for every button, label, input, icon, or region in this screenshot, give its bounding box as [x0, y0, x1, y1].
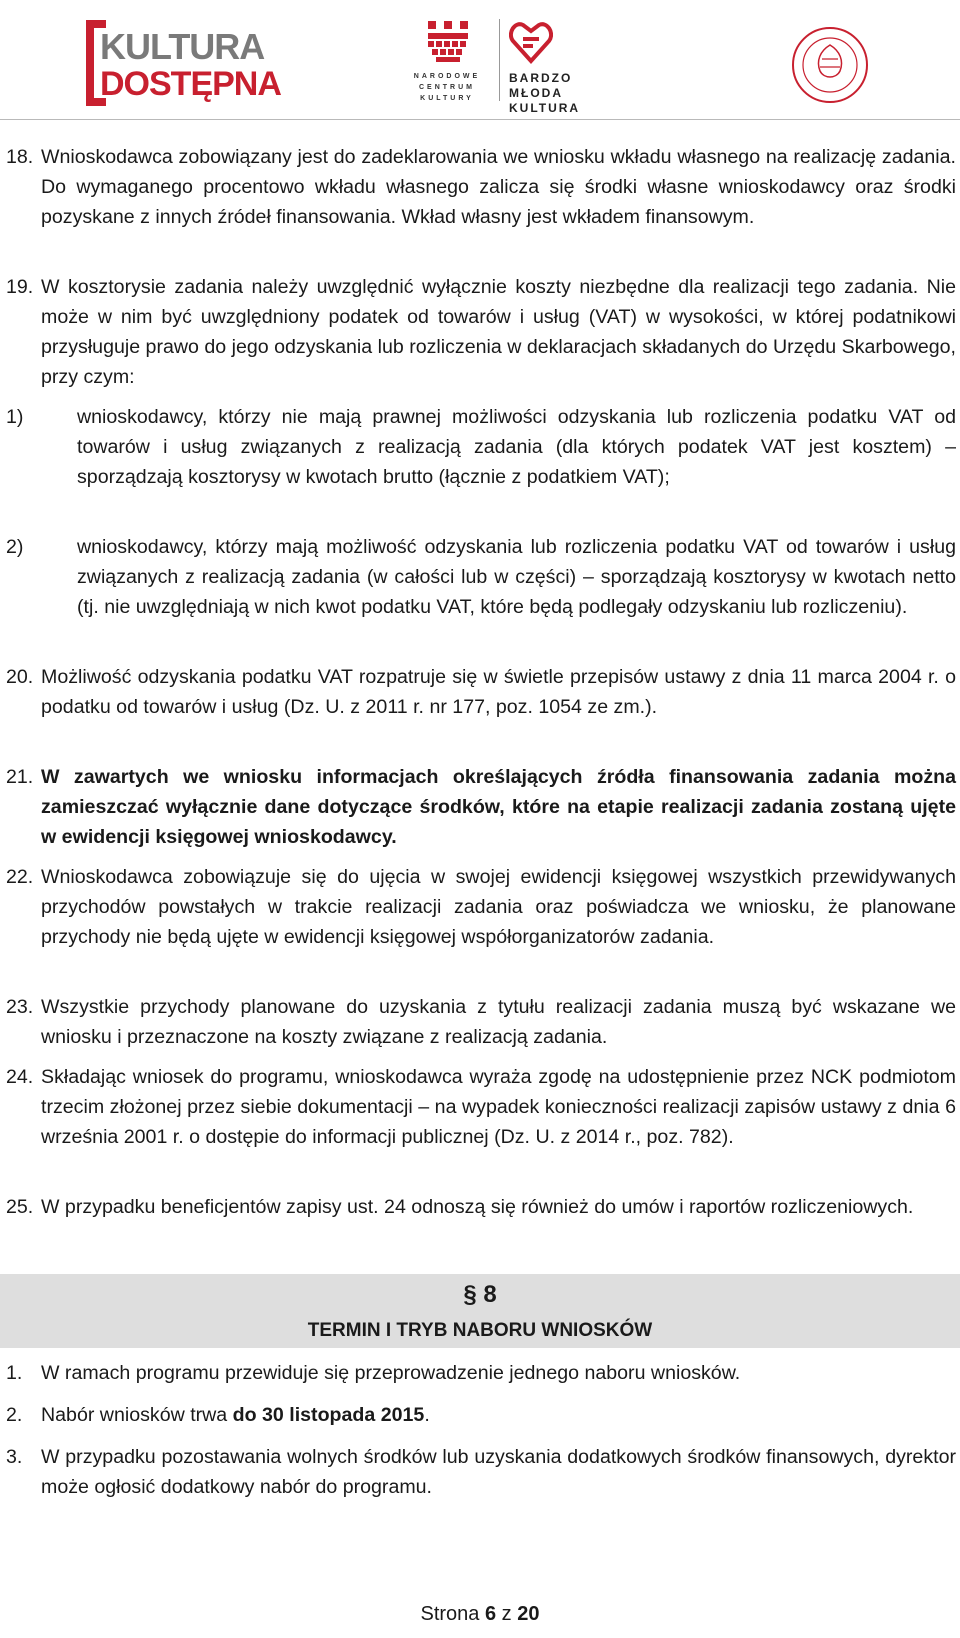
item-text-bold: W zawartych we wniosku informacjach określających źródła finansowania zadania można zamieszczać wyłącznie dane dotyczące środków, które na etapie realizacji zadania zostaną ujęte w ewidencji księgowej wnioskodawcy.: [41, 766, 956, 848]
item-text-end: .: [424, 1404, 430, 1426]
item-number: 20.: [6, 666, 34, 688]
item-number: 3.: [6, 1446, 23, 1468]
nck-crown-icon: [425, 19, 471, 65]
sub-item-text: wnioskodawcy, którzy mają możliwość odzyskania lub rozliczenia podatku VAT od towarów i usług związanych z realizacją zadania (w całości lub w części) – sporządzają kosztorysy w kwotach netto (tj. nie uwzględniają w nich kwot podatku VAT, które będą podlegały odzyskaniu lub rozliczeniu).: [77, 536, 956, 618]
section-number: § 8: [463, 1281, 497, 1308]
item-text: Wszystkie przychody planowane do uzyskania z tytułu realizacji zadania muszą być wskazane we wniosku i przeznaczone na koszty związane z realizacją zadania.: [41, 996, 956, 1048]
item-number: 23.: [6, 996, 34, 1018]
item-text: [41, 1400, 956, 1430]
sub-item-text: wnioskodawcy, którzy nie mają prawnej możliwości odzyskania lub rozliczenia podatku VAT od towarów i usług związanych z realizacją zadania (dla których podatek VAT jest kosztem) – sporządzają kosztorysy w kwotach brutto (łącznie z podatkiem VAT);: [77, 406, 956, 488]
footer-middle: z: [496, 1603, 518, 1625]
item-text: Możliwość odzyskania podatku VAT rozpatruje się w świetle przepisów ustawy z dnia 11 marca 2004 r. o podatku od towarów i usług (Dz. U. z 2011 r. nr 177, poz. 1054 ze zm.).: [41, 666, 956, 718]
sub-item-number: 2): [6, 536, 24, 558]
nck-bmk-logo: [405, 15, 635, 115]
current-page-number: 6: [484, 1603, 497, 1625]
item-number: 25.: [6, 1196, 34, 1218]
item-number: 22.: [6, 866, 34, 888]
total-pages-number: 20: [517, 1603, 540, 1625]
logo-kd-line2: DOSTĘPNA: [100, 65, 281, 103]
item-text: Wnioskodawca zobowiązuje się do ujęcia w swojej ewidencji księgowej wszystkich przewidywanych przychodów powstałych w trakcie realizacji zadania oraz poświadcza we wniosku, że planowane przychody nie będą ujęte w ewidencji księgowej współorganizatorów zadania.: [41, 866, 956, 948]
page-footer: [0, 1600, 960, 1628]
item-number: 24.: [6, 1066, 34, 1088]
item-text: W przypadku pozostawania wolnych środków lub uzyskania dodatkowych środków finansowych, dyrektor może ogłosić dodatkowy nabór do programu.: [41, 1446, 956, 1498]
item-number: 1.: [6, 1362, 23, 1384]
item-text: W kosztorysie zadania należy uwzględnić wyłącznie koszty niezbędne dla realizacji tego zadania. Nie może w nim być uwzględniony podatek od towarów i usług (VAT) w wysokości, w której podatnikowi przysługuje prawo do jego odzyskania lub rozliczenia w deklaracjach składanych do Urzędu Skarbowego, przy czym:: [41, 276, 956, 388]
section-title: TERMIN I TRYB NABORU WNIOSKÓW: [307, 1320, 653, 1341]
header-divider: [0, 119, 960, 120]
logo-divider: [499, 19, 500, 101]
logo-kd-line1: KULTURA: [100, 26, 265, 67]
item-text: W przypadku beneficjentów zapisy ust. 24 odnoszą się również do umów i raportów rozliczeniowych.: [41, 1196, 914, 1218]
item-text: Wnioskodawca zobowiązany jest do zadeklarowania we wniosku wkładu własnego na realizację zadania. Do wymaganego procentowo wkładu własnego zalicza się środki własne wnioskodawcy oraz środki pozyskane z innych źródeł finansowania. Wkład własny jest wkładem finansowym.: [41, 146, 956, 228]
bmk-heart-icon: [509, 19, 553, 65]
item-text: W ramach programu przewiduje się przeprowadzenie jednego naboru wniosków.: [41, 1362, 741, 1384]
bmk-logo-text: BARDZO MŁODA KULTURA: [509, 71, 581, 115]
item-number: 18.: [6, 146, 34, 168]
footer-prefix: Strona: [420, 1603, 485, 1625]
kultura-dostepna-logo: [86, 20, 281, 110]
item-number: 19.: [6, 276, 34, 298]
obywatel-kultury-seal-icon: [790, 25, 870, 105]
item-number: 2.: [6, 1404, 23, 1426]
item-text-plain: Nabór wniosków trwa: [41, 1404, 233, 1426]
sub-item-number: 1): [6, 406, 24, 428]
item-number: 21.: [6, 766, 34, 788]
nck-logo-text: NARODOWE CENTRUM KULTURY: [413, 73, 481, 102]
page-header: [0, 0, 960, 118]
deadline-text: do 30 listopada 2015: [232, 1404, 425, 1426]
item-text: Składając wniosek do programu, wnioskodawca wyraża zgodę na udostępnienie przez NCK podmiotom trzecim złożonej przez siebie dokumentacji – na wypadek konieczności realizacji zapisów ustawy z dnia 6 września 2001 r. o dostępie do informacji publicznej (Dz. U. z 2014 r., poz. 782).: [41, 1066, 956, 1148]
